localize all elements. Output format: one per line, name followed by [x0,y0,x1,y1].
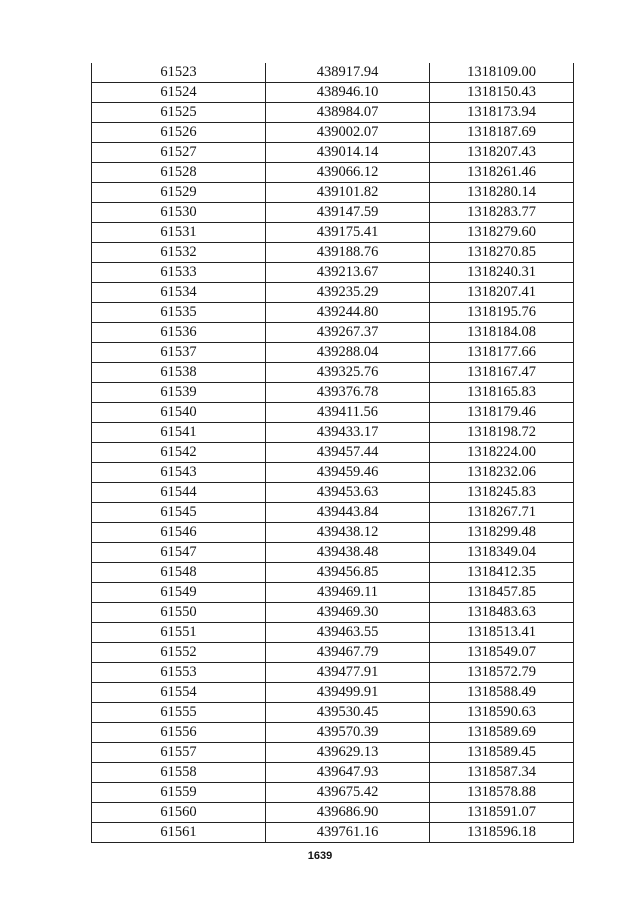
point-id-cell: 61550 [92,603,266,623]
table-row [92,443,574,463]
table-row [92,83,574,103]
x-coordinate-cell: 439376.78 [266,383,430,403]
point-id-cell: 61541 [92,423,266,443]
table-row [92,263,574,283]
point-id-cell: 61549 [92,583,266,603]
point-id-cell: 61554 [92,683,266,703]
x-coordinate-cell: 439213.67 [266,263,430,283]
table-row [92,763,574,783]
point-id-cell: 61546 [92,523,266,543]
y-coordinate-cell: 1318173.94 [430,103,574,123]
x-coordinate-cell: 439438.12 [266,523,430,543]
table-row [92,383,574,403]
point-id-cell: 61523 [92,63,266,83]
point-id-cell: 61538 [92,363,266,383]
table-row [92,563,574,583]
point-id-cell: 61537 [92,343,266,363]
y-coordinate-cell: 1318232.06 [430,463,574,483]
y-coordinate-cell: 1318270.85 [430,243,574,263]
x-coordinate-cell: 439459.46 [266,463,430,483]
point-id-cell: 61544 [92,483,266,503]
y-coordinate-cell: 1318198.72 [430,423,574,443]
x-coordinate-cell: 439647.93 [266,763,430,783]
table-row [92,103,574,123]
x-coordinate-cell: 439686.90 [266,803,430,823]
table-row [92,283,574,303]
table-row [92,163,574,183]
point-id-cell: 61535 [92,303,266,323]
x-coordinate-cell: 439761.16 [266,823,430,843]
point-id-cell: 61542 [92,443,266,463]
y-coordinate-cell: 1318184.08 [430,323,574,343]
coordinates-table [91,63,574,843]
point-id-cell: 61534 [92,283,266,303]
table-row [92,183,574,203]
table-row [92,223,574,243]
y-coordinate-cell: 1318483.63 [430,603,574,623]
page-number: 1639 [307,850,333,862]
table-row [92,143,574,163]
x-coordinate-cell: 439175.41 [266,223,430,243]
x-coordinate-cell: 439066.12 [266,163,430,183]
x-coordinate-cell: 439438.48 [266,543,430,563]
table-row [92,503,574,523]
y-coordinate-cell: 1318283.77 [430,203,574,223]
table-row [92,703,574,723]
point-id-cell: 61547 [92,543,266,563]
y-coordinate-cell: 1318240.31 [430,263,574,283]
x-coordinate-cell: 438984.07 [266,103,430,123]
table-row [92,343,574,363]
y-coordinate-cell: 1318578.88 [430,783,574,803]
y-coordinate-cell: 1318596.18 [430,823,574,843]
x-coordinate-cell: 439467.79 [266,643,430,663]
point-id-cell: 61558 [92,763,266,783]
x-coordinate-cell: 439453.63 [266,483,430,503]
point-id-cell: 61539 [92,383,266,403]
y-coordinate-cell: 1318590.63 [430,703,574,723]
table-row [92,823,574,843]
point-id-cell: 61526 [92,123,266,143]
point-id-cell: 61559 [92,783,266,803]
x-coordinate-cell: 439499.91 [266,683,430,703]
x-coordinate-cell: 439101.82 [266,183,430,203]
x-coordinate-cell: 439188.76 [266,243,430,263]
x-coordinate-cell: 439443.84 [266,503,430,523]
table-row [92,63,574,83]
point-id-cell: 61557 [92,743,266,763]
table-body [92,63,574,843]
y-coordinate-cell: 1318299.48 [430,523,574,543]
y-coordinate-cell: 1318207.43 [430,143,574,163]
y-coordinate-cell: 1318207.41 [430,283,574,303]
table-row [92,363,574,383]
point-id-cell: 61552 [92,643,266,663]
x-coordinate-cell: 439411.56 [266,403,430,423]
point-id-cell: 61536 [92,323,266,343]
table-row [92,243,574,263]
point-id-cell: 61540 [92,403,266,423]
table-row [92,663,574,683]
table-row [92,623,574,643]
x-coordinate-cell: 439456.85 [266,563,430,583]
table-row [92,463,574,483]
point-id-cell: 61529 [92,183,266,203]
y-coordinate-cell: 1318224.00 [430,443,574,463]
x-coordinate-cell: 439629.13 [266,743,430,763]
table-row [92,723,574,743]
point-id-cell: 61561 [92,823,266,843]
y-coordinate-cell: 1318572.79 [430,663,574,683]
table-row [92,583,574,603]
point-id-cell: 61530 [92,203,266,223]
y-coordinate-cell: 1318589.69 [430,723,574,743]
table-row [92,203,574,223]
table-row [92,483,574,503]
table-row [92,123,574,143]
table-row [92,303,574,323]
y-coordinate-cell: 1318589.45 [430,743,574,763]
point-id-cell: 61548 [92,563,266,583]
point-id-cell: 61555 [92,703,266,723]
y-coordinate-cell: 1318267.71 [430,503,574,523]
y-coordinate-cell: 1318150.43 [430,83,574,103]
x-coordinate-cell: 439002.07 [266,123,430,143]
x-coordinate-cell: 439530.45 [266,703,430,723]
point-id-cell: 61545 [92,503,266,523]
table-row [92,783,574,803]
point-id-cell: 61533 [92,263,266,283]
y-coordinate-cell: 1318167.47 [430,363,574,383]
y-coordinate-cell: 1318245.83 [430,483,574,503]
x-coordinate-cell: 439288.04 [266,343,430,363]
table-row [92,423,574,443]
y-coordinate-cell: 1318412.35 [430,563,574,583]
table-row [92,543,574,563]
y-coordinate-cell: 1318165.83 [430,383,574,403]
table-row [92,523,574,543]
point-id-cell: 61531 [92,223,266,243]
y-coordinate-cell: 1318457.85 [430,583,574,603]
x-coordinate-cell: 438917.94 [266,63,430,83]
x-coordinate-cell: 439469.30 [266,603,430,623]
y-coordinate-cell: 1318177.66 [430,343,574,363]
point-id-cell: 61525 [92,103,266,123]
y-coordinate-cell: 1318588.49 [430,683,574,703]
x-coordinate-cell: 439570.39 [266,723,430,743]
point-id-cell: 61560 [92,803,266,823]
x-coordinate-cell: 439244.80 [266,303,430,323]
point-id-cell: 61551 [92,623,266,643]
x-coordinate-cell: 439014.14 [266,143,430,163]
y-coordinate-cell: 1318349.04 [430,543,574,563]
table-row [92,803,574,823]
x-coordinate-cell: 439477.91 [266,663,430,683]
x-coordinate-cell: 439325.76 [266,363,430,383]
table-row [92,603,574,623]
x-coordinate-cell: 439235.29 [266,283,430,303]
x-coordinate-cell: 439433.17 [266,423,430,443]
point-id-cell: 61524 [92,83,266,103]
y-coordinate-cell: 1318591.07 [430,803,574,823]
y-coordinate-cell: 1318587.34 [430,763,574,783]
point-id-cell: 61532 [92,243,266,263]
y-coordinate-cell: 1318280.14 [430,183,574,203]
y-coordinate-cell: 1318195.76 [430,303,574,323]
x-coordinate-cell: 439267.37 [266,323,430,343]
table-row [92,683,574,703]
point-id-cell: 61553 [92,663,266,683]
x-coordinate-cell: 439463.55 [266,623,430,643]
table-row [92,403,574,423]
y-coordinate-cell: 1318549.07 [430,643,574,663]
y-coordinate-cell: 1318513.41 [430,623,574,643]
x-coordinate-cell: 439469.11 [266,583,430,603]
y-coordinate-cell: 1318261.46 [430,163,574,183]
y-coordinate-cell: 1318179.46 [430,403,574,423]
y-coordinate-cell: 1318279.60 [430,223,574,243]
x-coordinate-cell: 438946.10 [266,83,430,103]
table-row [92,643,574,663]
point-id-cell: 61527 [92,143,266,163]
x-coordinate-cell: 439457.44 [266,443,430,463]
point-id-cell: 61543 [92,463,266,483]
point-id-cell: 61556 [92,723,266,743]
x-coordinate-cell: 439147.59 [266,203,430,223]
point-id-cell: 61528 [92,163,266,183]
table-row [92,743,574,763]
x-coordinate-cell: 439675.42 [266,783,430,803]
y-coordinate-cell: 1318109.00 [430,63,574,83]
table-row [92,323,574,343]
y-coordinate-cell: 1318187.69 [430,123,574,143]
